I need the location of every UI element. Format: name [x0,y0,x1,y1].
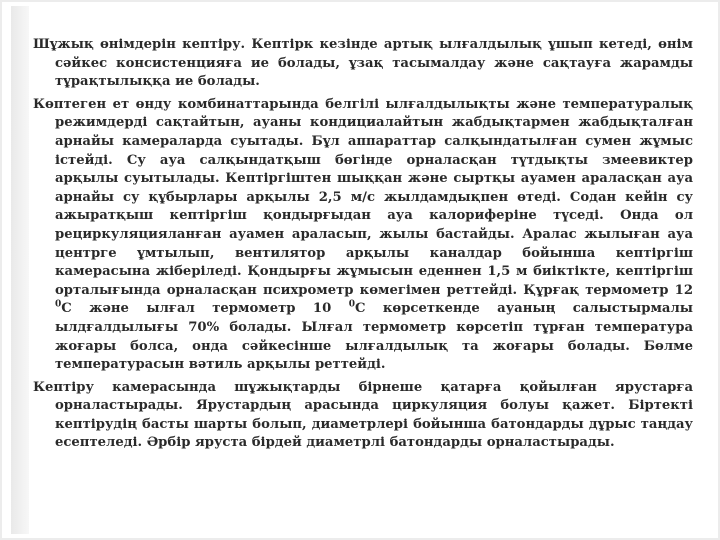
paragraph-chambers-text-a: Көптеген ет өнду комбинаттарында белгілі ылғалдылықты және температуралық режимдерді сақтайтын, ауаны кондициалайтын жабдықтармен жабдықталған арнайы камераларда суытады. Бұл аппараттар салқындатылған сумен жұмыс істейді. Су ауа салқындатқыш бөгінде орналасқан түтдықты змеевиктер арқылы суытылады. Кептіргіштен шыққан және сыртқы ауамен араласқан ауа арнайы су құбырлары арқылы 2,5 м/с жылдамдықпен өтеді. Содан кейін су ажыратқыш кептіргіш қондырғыдан ауа калориферіне түседі. Онда ол рециркуляцияланған ауамен араласып, жылы бастайды. Аралас жылыған ауа центрге ұмтылып, вентилятор арқылы каналдар бойынша кептіргіш камерасына жіберіледі. Қондырғы жұмысын еденнен 1,5 м биіктікте, кептіргіш орталығында орналасқан психрометр көмегімен реттейді. Құрғақ термометр 12 [33,96,693,298]
left-shade-bar [11,6,29,534]
degree-superscript: 0 [55,299,62,310]
paragraph-chambers-text-c: С көрсеткенде ауаның салыстырмалы ылдғалдылығы 70% болады. Ылғал термометр көрсетіп тұрған температура жоғары болса, онда сәйкесінше ылғалдылық та жоғары болады. Бөлме температурасын вәтиль арқылы реттейді. [55,301,693,373]
paragraph-chambers [33,96,693,375]
paragraph-chambers-text-b: С және ылғал термометр 10 [61,301,349,317]
paragraph-drying [33,36,693,92]
slide-text-body [33,36,693,457]
paragraph-drying-text: Шұжық өнімдерін кептіру. Кептірк кезінде артық ылғалдылық ұшып кетеді, өнім сәйкес консистенцияға ие болады, ұзақ тасымалдау және сақтауға жарамды тұрақтылыққа ие болады. [33,37,693,90]
paragraph-tiers [33,379,693,453]
degree-superscript: 0 [348,299,355,310]
paragraph-tiers-text: Кептіру камерасында шұжықтарды бірнеше қатарға қойылған ярустарға орналастырады. Ярустардың арасында циркуляция болуы қажет. Біртекті кептірудің басты шарты болып, диаметрлері бойынша батондарды дұрыс таңдау есептеледі. Әрбір яруста бірдей диаметрлі батондарды орналастырады. [33,379,693,451]
